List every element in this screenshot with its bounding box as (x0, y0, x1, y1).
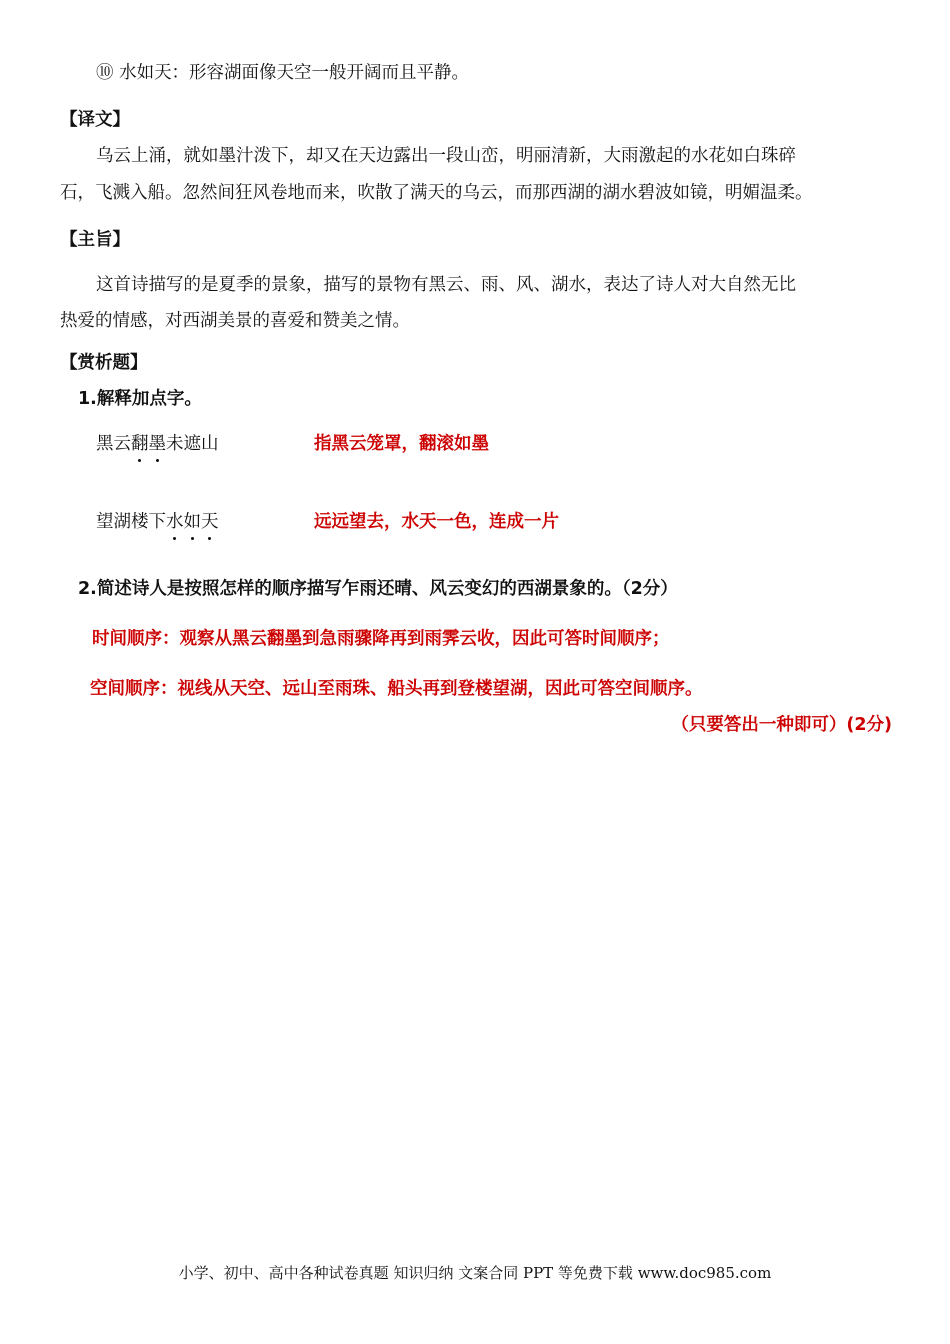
q1a-post: 未遮山 (166, 434, 219, 454)
q1a-phrase (96, 433, 219, 455)
translation-heading: 【译文】 (60, 110, 130, 130)
theme-line-1: 这首诗描写的是夏季的景象，描写的景物有黑云、雨、风、湖水，表达了诗人对大自然无比 (96, 275, 796, 295)
dotted-char: 水 (166, 512, 184, 532)
q1b-answer: 远远望去，水天一色，连成一片 (314, 512, 559, 532)
q1a-pre: 黑云 (96, 434, 131, 454)
q1b-phrase (96, 511, 219, 533)
q2-note: （只要答出一种即可）(2分) (671, 715, 892, 735)
question-1: 1.解释加点字。 (78, 389, 202, 409)
question-2: 2.简述诗人是按照怎样的顺序描写乍雨还晴、风云变幻的西湖景象的。（2分） (78, 579, 678, 599)
translation-line-1: 乌云上涌，就如墨汁泼下，却又在天边露出一段山峦，明丽清新，大雨激起的水花如白珠碎 (96, 146, 796, 166)
translation-line-2: 石，飞溅入船。忽然间狂风卷地而来，吹散了满天的乌云，而那西湖的湖水碧波如镜，明媚温柔。 (60, 183, 813, 203)
q2-answer-time: 时间顺序：观察从黑云翻墨到急雨骤降再到雨霁云收，因此可答时间顺序； (92, 629, 670, 649)
dotted-char: 天 (201, 512, 219, 532)
dotted-char: 如 (183, 512, 201, 532)
q2-answer-space: 空间顺序：视线从天空、远山至雨珠、船头再到登楼望湖，因此可答空间顺序。 (90, 679, 703, 699)
dotted-char: 墨 (148, 434, 166, 454)
theme-heading: 【主旨】 (60, 230, 130, 250)
q1b-pre: 望湖楼下 (96, 512, 166, 532)
dotted-char: 翻 (131, 434, 149, 454)
q1a-answer: 指黑云笼罩，翻滚如墨 (314, 434, 489, 454)
note-10: ⑩ 水如天：形容湖面像天空一般开阔而且平静。 (96, 63, 470, 83)
analysis-heading: 【赏析题】 (60, 353, 148, 373)
footer-text: 小学、初中、高中各种试卷真题 知识归纳 文案合同 PPT 等免费下载 www.doc985.com (178, 1264, 772, 1282)
theme-line-2: 热爱的情感，对西湖美景的喜爱和赞美之情。 (60, 311, 410, 331)
